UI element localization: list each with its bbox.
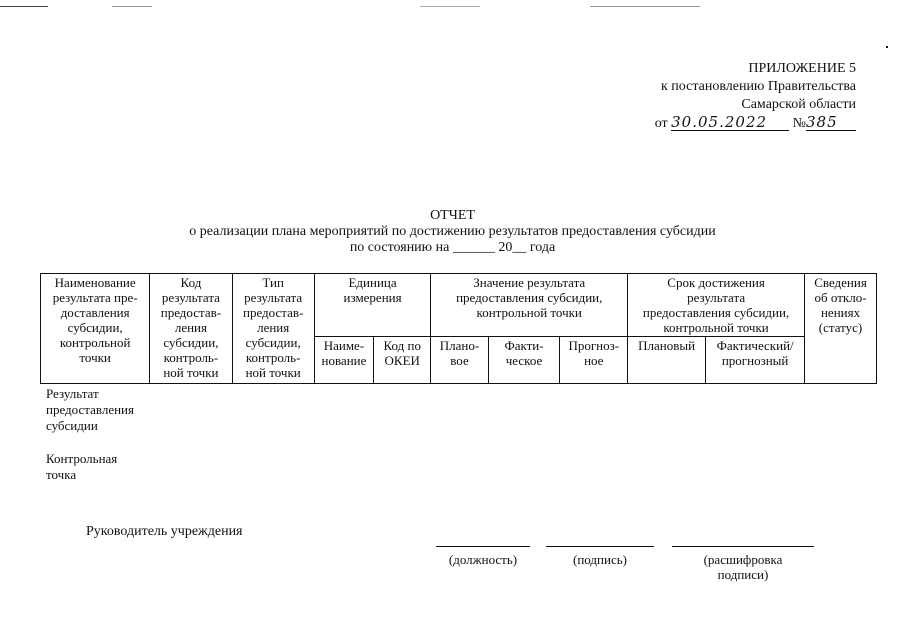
report-title-block: [0, 208, 905, 256]
header-term-fact: Фактический/ прогнозный: [706, 337, 805, 384]
scan-artifact: [0, 6, 48, 7]
report-subtitle: о реализации плана мероприятий по достижению результатов предоставления субсидии: [189, 224, 716, 239]
header-name: Наименование результата пре- доставления субсидии, контрольной точки: [41, 274, 150, 384]
header-value-fact: Факти- ческое: [488, 337, 560, 384]
scan-artifact: [420, 6, 480, 7]
scan-dot: [886, 46, 888, 48]
head-label: Руководитель учреждения: [86, 524, 243, 539]
number-value: 385: [806, 114, 856, 131]
date-prefix: от: [654, 116, 668, 131]
scan-artifact: [112, 6, 152, 7]
header-term: Срок достижения результата предоставления субсидии, контрольной точки: [628, 274, 805, 337]
appendix-block: [655, 60, 856, 133]
scan-artifact: [590, 6, 700, 7]
report-state: по состоянию на ______ 20__ года: [349, 240, 556, 255]
signature-line-position: [436, 546, 530, 547]
header-unit-name: Наиме- нование: [314, 337, 373, 384]
row-label-checkpoint: Контрольная точка: [46, 451, 118, 482]
row-label-result: Результат предоставления субсидии: [46, 386, 134, 433]
decode-label: (расшифровка подписи): [703, 552, 783, 582]
report-table: [40, 273, 877, 384]
header-value-plan: Плано- вое: [431, 337, 488, 384]
header-value: Значение результата предоставления субсидии, контрольной точки: [431, 274, 628, 337]
header-deviation: Сведения об откло- нениях (статус): [805, 274, 877, 384]
appendix-line1: к постановлению Правительства: [660, 79, 856, 94]
appendix-line2: Самарской области: [741, 97, 856, 112]
appendix-title: ПРИЛОЖЕНИЕ 5: [748, 61, 856, 76]
signature-line-signature: [546, 546, 654, 547]
date-value: 30.05.2022: [671, 114, 789, 131]
appendix-date-line: [655, 114, 856, 133]
signature-label: (подпись): [573, 552, 627, 567]
number-prefix: №: [792, 116, 806, 131]
header-value-forecast: Прогноз- ное: [560, 337, 628, 384]
header-code: Код результата предостав- ления субсидии, контроль- ной точки: [150, 274, 232, 384]
report-title: ОТЧЕТ: [430, 208, 475, 223]
header-unit: Единица измерения: [314, 274, 431, 337]
position-label: (должность): [448, 552, 518, 567]
header-type: Тип результата предостав- ления субсидии, контроль- ной точки: [232, 274, 314, 384]
signature-line-decode: [672, 546, 814, 547]
header-term-plan: Плановый: [628, 337, 706, 384]
header-unit-code: Код по ОКЕИ: [374, 337, 431, 384]
